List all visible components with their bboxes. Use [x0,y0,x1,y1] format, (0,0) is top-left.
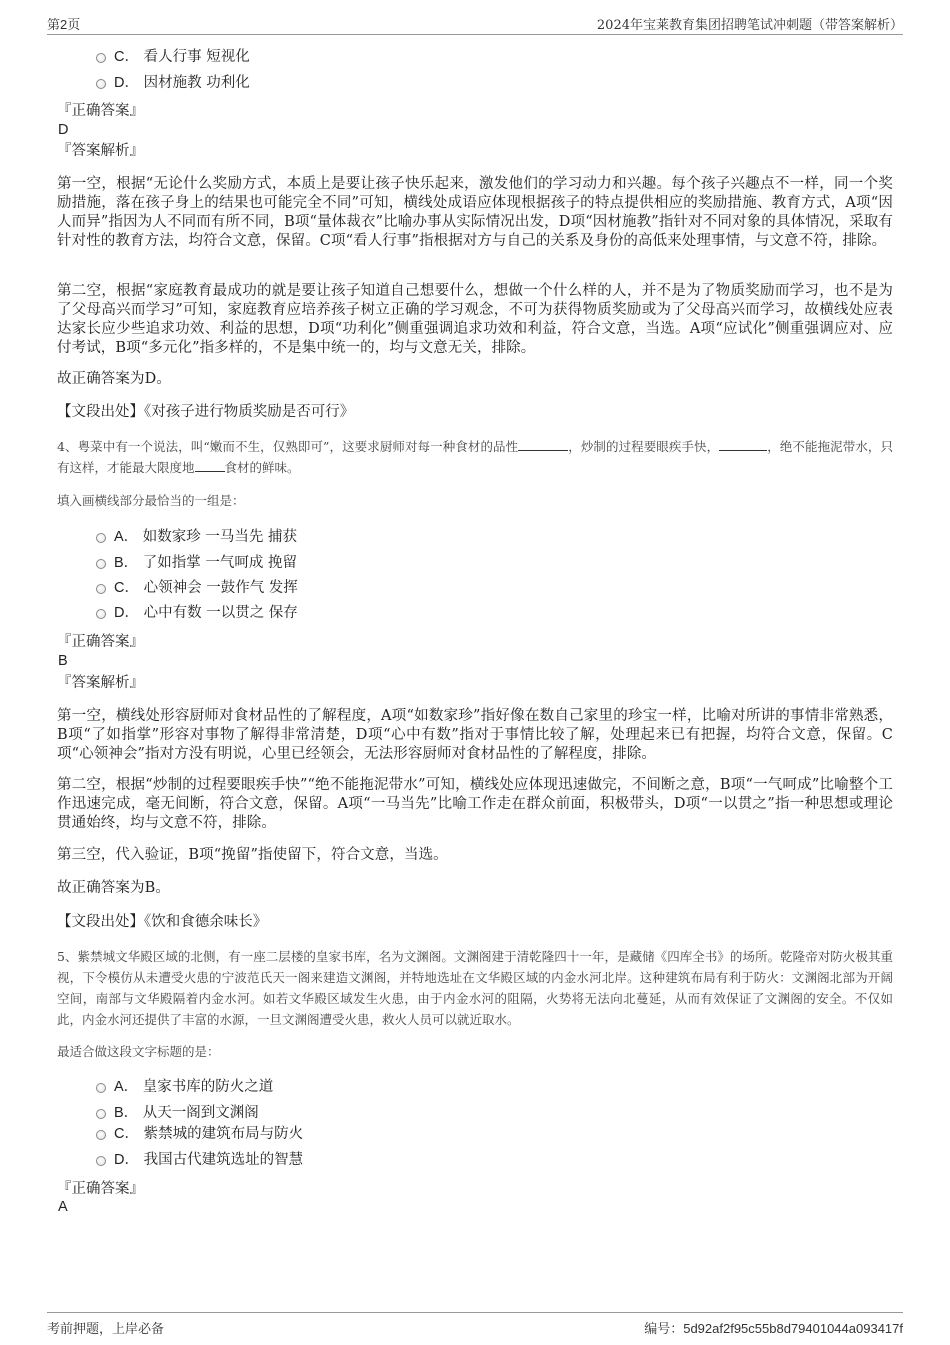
document-id: 编号：5d92af2f95c55b8d79401044a093417f [644,1321,903,1336]
q3-answer: D [58,122,69,138]
radio-icon[interactable] [96,1130,106,1140]
radio-icon[interactable] [96,1156,106,1166]
q5-stem: 5、紫禁城文华殿区域的北侧，有一座二层楼的皇家书库，名为文渊阁。文渊阁建于清乾隆四十一年，是藏储《四库全书》的场所。乾隆帝对防火极其重视，下令模仿从未遭受火患的宁波范氏天一阁来建造文渊阁，并特地选址在文华殿区域的内金水河北岸。这种建筑布局有利于防火：文渊阁北部为开阔空间，南部与文华殿隔着内金水河。如若文华殿区域发生火患，由于内金水河的阻隔，火势将无法向北蔓延，从而有效保证了文渊阁的安全。不仅如此，内金水河还提供了丰富的水源，一旦文渊阁遭受火患，救火人员可以就近取水。 [57,949,893,1027]
q4-stem: 4、粤菜中有一个说法，叫“嫩而不生，仅熟即可”，这要求厨师对每一种食材的品性 ，炒制的过程要眼疾手快， ，绝不能拖泥带水，只有这样，才能最大限度地 食材的鲜味。 [57,439,893,475]
page-number: 第2页 [47,17,81,32]
q3-option-d[interactable]: D． 因材施教 功利化 [96,73,250,93]
q5-option-b[interactable]: B． 从天一阁到文渊阁 [96,1103,259,1123]
radio-icon[interactable] [96,1109,106,1119]
q5-prompt: 最适合做这段文字标题的是： [57,1044,220,1059]
q5-answer-label: 『正确答案』 [57,1181,144,1197]
q5-option-c[interactable]: C． 紫禁城的建筑布局与防火 [96,1124,303,1144]
radio-icon[interactable] [96,584,106,594]
q3-analysis-para-2: 第二空，根据“家庭教育最成功的就是要让孩子知道自己想要什么，想做一个什么样的人，并不是为了物质奖励而学习，也不是为了父母高兴而学习”可知，家庭教育应培养孩子树立正确的学习观念，不可为获得物质奖励或为了父母高兴而学习，故横线处应表达家长应少些追求功效、利益的思想，D项“功利化”侧重强调追求功效和利益，符合文意，当选。A项“应试化”侧重强调应对、应付考试，B项“多元化”指多样的，不是集中统一的，均与文意无关，排除。 [57,283,893,356]
radio-icon[interactable] [96,609,106,619]
q3-answer-label: 『正确答案』 [57,103,144,119]
q4-analysis-para-3: 第三空，代入验证，B项“挽留”指使留下，符合文意，当选。 [57,847,448,863]
radio-icon[interactable] [96,53,106,63]
radio-icon[interactable] [96,559,106,569]
blank-1 [518,438,568,451]
q4-analysis-label: 『答案解析』 [57,675,144,691]
radio-icon[interactable] [96,533,106,543]
q4-option-d[interactable]: D． 心中有数 一以贯之 保存 [96,603,298,623]
page-footer [47,1312,903,1337]
footer-slogan: 考前押题，上岸必备 [47,1322,165,1337]
q5-option-d[interactable]: D． 我国古代建筑选址的智慧 [96,1150,303,1170]
radio-icon[interactable] [96,1083,106,1093]
q4-answer-label: 『正确答案』 [57,634,144,650]
radio-icon[interactable] [96,79,106,89]
q4-option-a[interactable]: A． 如数家珍 一马当先 捕获 [96,527,297,547]
document-title: 2024年宝莱教育集团招聘笔试冲刺题（带答案解析） [596,18,903,33]
blank-3 [195,459,225,472]
q3-source: 【文段出处】《对孩子进行物质奖励是否可行》 [57,404,355,420]
q4-prompt: 填入画横线部分最恰当的一组是： [57,493,245,508]
q5-option-a[interactable]: A． 皇家书库的防火之道 [96,1077,273,1097]
q4-source: 【文段出处】《饮和食德余味长》 [57,914,268,930]
q3-analysis-para-1: 第一空，根据“无论什么奖励方式，本质上是要让孩子快乐起来，激发他们的学习动力和兴趣。每个孩子兴趣点不一样，同一个奖励措施，落在孩子身上的结果也可能完全不同”可知，横线处成语应体现根据孩子的特点提供相应的奖励措施、教育方式，A项“因人而异”指因为人不同而有所不同，B项“量体裁衣”比喻办事从实际情况出发，D项“因材施教”指针对不同对象的具体情况，采取有针对性的教育方法，均符合文意，保留。C项“看人行事”指根据对方与自己的关系及身份的高低来处理事情，与文意不符，排除。 [57,176,893,249]
q3-option-c[interactable]: C． 看人行事 短视化 [96,47,250,67]
q3-analysis-label: 『答案解析』 [57,143,144,159]
q4-option-b[interactable]: B． 了如指掌 一气呵成 挽留 [96,553,297,573]
q5-answer: A [58,1199,68,1215]
q4-option-c[interactable]: C． 心领神会 一鼓作气 发挥 [96,578,298,598]
blank-2 [719,438,767,451]
page-header [47,14,903,35]
q4-analysis-para-2: 第二空，根据“炒制的过程要眼疾手快”“绝不能拖泥带水”可知，横线处应体现迅速做完，不间断之意，B项“一气呵成”比喻整个工作迅速完成，毫无间断，符合文意，保留。A项“一马当先”比喻工作走在群众前面，积极带头，D项“一以贯之”指一种思想或理论贯通始终，均与文意不符，排除。 [57,777,893,831]
q4-analysis-para-1: 第一空，横线处形容厨师对食材品性的了解程度，A项“如数家珍”指好像在数自己家里的珍宝一样，比喻对所讲的事情非常熟悉，B项“了如指掌”形容对事物了解得非常清楚，D项“心中有数”指对于事情比较了解，处理起来已有把握，均符合文意，保留。C项“心领神会”指对方没有明说，心里已经领会，无法形容厨师对食材品性的了解程度，排除。 [57,708,893,762]
q4-conclusion: 故正确答案为B。 [57,880,170,896]
q4-answer: B [58,653,68,669]
q3-conclusion: 故正确答案为D。 [57,371,171,387]
